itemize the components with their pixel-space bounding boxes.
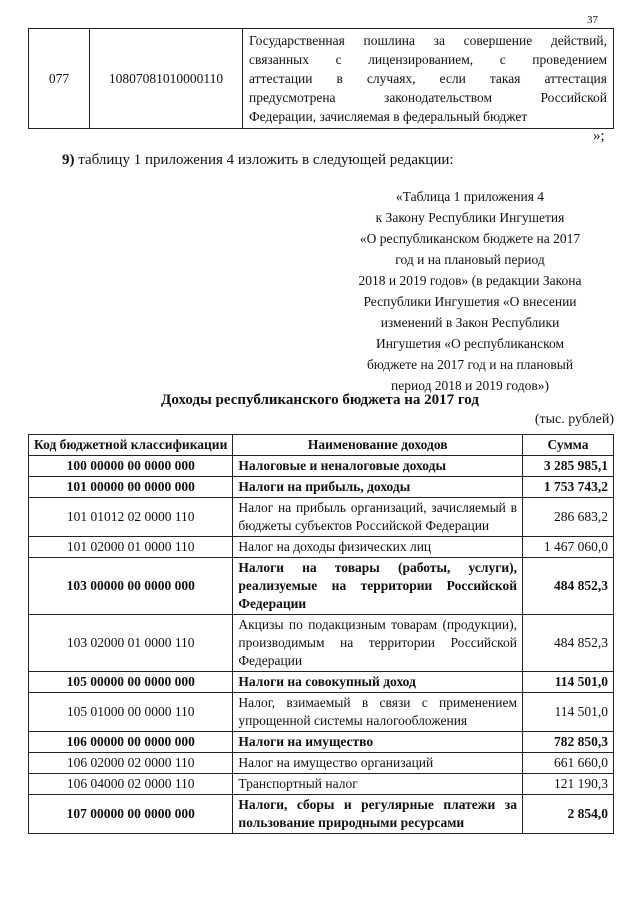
table-row [29, 615, 614, 672]
row-name: Налоги на прибыль, доходы [233, 477, 523, 498]
caption-line: к Закону Республики Ингушетия [375, 210, 565, 225]
row-code: 10807081010000110 [90, 29, 243, 129]
description-line: связанных с лицензированием, с проведением [249, 52, 607, 67]
row-code: 100 00000 00 0000 000 [29, 456, 233, 477]
row-name: Налог на имущество организаций [233, 753, 523, 774]
caption-line: изменений в Закон Республики [380, 315, 560, 330]
row-code: 105 00000 00 0000 000 [29, 672, 233, 693]
table-caption [320, 186, 620, 396]
table-row [29, 477, 614, 498]
table-row [29, 693, 614, 732]
row-sum: 121 190,3 [523, 774, 614, 795]
table-header-row [29, 435, 614, 456]
row-code: 103 02000 01 0000 110 [29, 615, 233, 672]
caption-line: 2018 и 2019 годов» (в редакции Закона [358, 273, 582, 288]
row-name: Налоги, сборы и регулярные платежи за пользование природными ресурсами [233, 795, 523, 834]
row-code: 103 00000 00 0000 000 [29, 558, 233, 615]
table-row [29, 774, 614, 795]
row-code: 101 00000 00 0000 000 [29, 477, 233, 498]
row-description [243, 29, 614, 129]
page-number: 37 [587, 14, 598, 26]
row-name: Налоги на товары (работы, услуги), реализуемые на территории Российской Федерации [233, 558, 523, 615]
item-number: 9) [62, 152, 75, 168]
caption-line: год и на плановый период [395, 252, 545, 267]
caption-line: бюджете на 2017 год и на плановый [366, 357, 574, 372]
table-row [29, 795, 614, 834]
row-code: 101 01012 02 0000 110 [29, 498, 233, 537]
row-name: Налог на доходы физических лиц [233, 537, 523, 558]
row-sum: 484 852,3 [523, 615, 614, 672]
description-line: предусмотрена законодательством Российской [249, 90, 607, 105]
description-line: Федерации, зачисляемая в федеральный бюджет [249, 109, 528, 124]
row-sum: 782 850,3 [523, 732, 614, 753]
row-name: Налоги на совокупный доход [233, 672, 523, 693]
closing-quote: »; [593, 128, 605, 144]
description-line: Государственная пошлина за совершение действий, [249, 33, 607, 48]
row-sum: 2 854,0 [523, 795, 614, 834]
row-name: Акцизы по подакцизным товарам (продукции), производимым на территории Российской Федерации [233, 615, 523, 672]
row-code: 101 02000 01 0000 110 [29, 537, 233, 558]
row-sum: 286 683,2 [523, 498, 614, 537]
row-name: Налог на прибыль организаций, зачисляемый в бюджеты субъектов Российской Федерации [233, 498, 523, 537]
row-name: Налог, взимаемый в связи с применением упрощенной системы налогообложения [233, 693, 523, 732]
table-row [29, 753, 614, 774]
row-code: 107 00000 00 0000 000 [29, 795, 233, 834]
table-row [29, 537, 614, 558]
previous-table-fragment [28, 28, 614, 129]
item-text: таблицу 1 приложения 4 изложить в следующей редакции: [78, 152, 454, 168]
caption-line: «О республиканском бюджете на 2017 [359, 231, 581, 246]
row-sum: 1 753 743,2 [523, 477, 614, 498]
row-code: 106 04000 02 0000 110 [29, 774, 233, 795]
table-row [29, 672, 614, 693]
row-sum: 3 285 985,1 [523, 456, 614, 477]
table-row [29, 498, 614, 537]
description-line: аттестации в случаях, если такая аттестация [249, 71, 607, 86]
caption-line: период 2018 и 2019 годов») [391, 378, 549, 393]
row-code: 105 01000 00 0000 110 [29, 693, 233, 732]
table-row [29, 29, 614, 129]
units-label: (тыс. рублей) [534, 412, 614, 427]
row-sum: 114 501,0 [523, 693, 614, 732]
header-code: Код бюджетной классификации [29, 435, 233, 456]
table-row [29, 732, 614, 753]
row-name: Налоговые и неналоговые доходы [233, 456, 523, 477]
row-sum: 114 501,0 [523, 672, 614, 693]
header-sum: Сумма [523, 435, 614, 456]
row-sum: 484 852,3 [523, 558, 614, 615]
revenue-table [28, 434, 614, 834]
row-name: Транспортный налог [233, 774, 523, 795]
row-code: 106 00000 00 0000 000 [29, 732, 233, 753]
table-body [29, 456, 614, 834]
caption-line: «Таблица 1 приложения 4 [395, 189, 545, 204]
row-name: Налоги на имущество [233, 732, 523, 753]
table-row [29, 456, 614, 477]
caption-line: Ингушетия «О республиканском [375, 336, 565, 351]
table-title: Доходы республиканского бюджета на 2017 год [161, 392, 479, 408]
row-code: 106 02000 02 0000 110 [29, 753, 233, 774]
row-sum: 1 467 060,0 [523, 537, 614, 558]
caption-line: Республики Ингушетия «О внесении [363, 294, 577, 309]
row-number: 077 [29, 29, 90, 129]
header-name: Наименование доходов [233, 435, 523, 456]
row-sum: 661 660,0 [523, 753, 614, 774]
amendment-item [62, 152, 454, 169]
table-row [29, 558, 614, 615]
